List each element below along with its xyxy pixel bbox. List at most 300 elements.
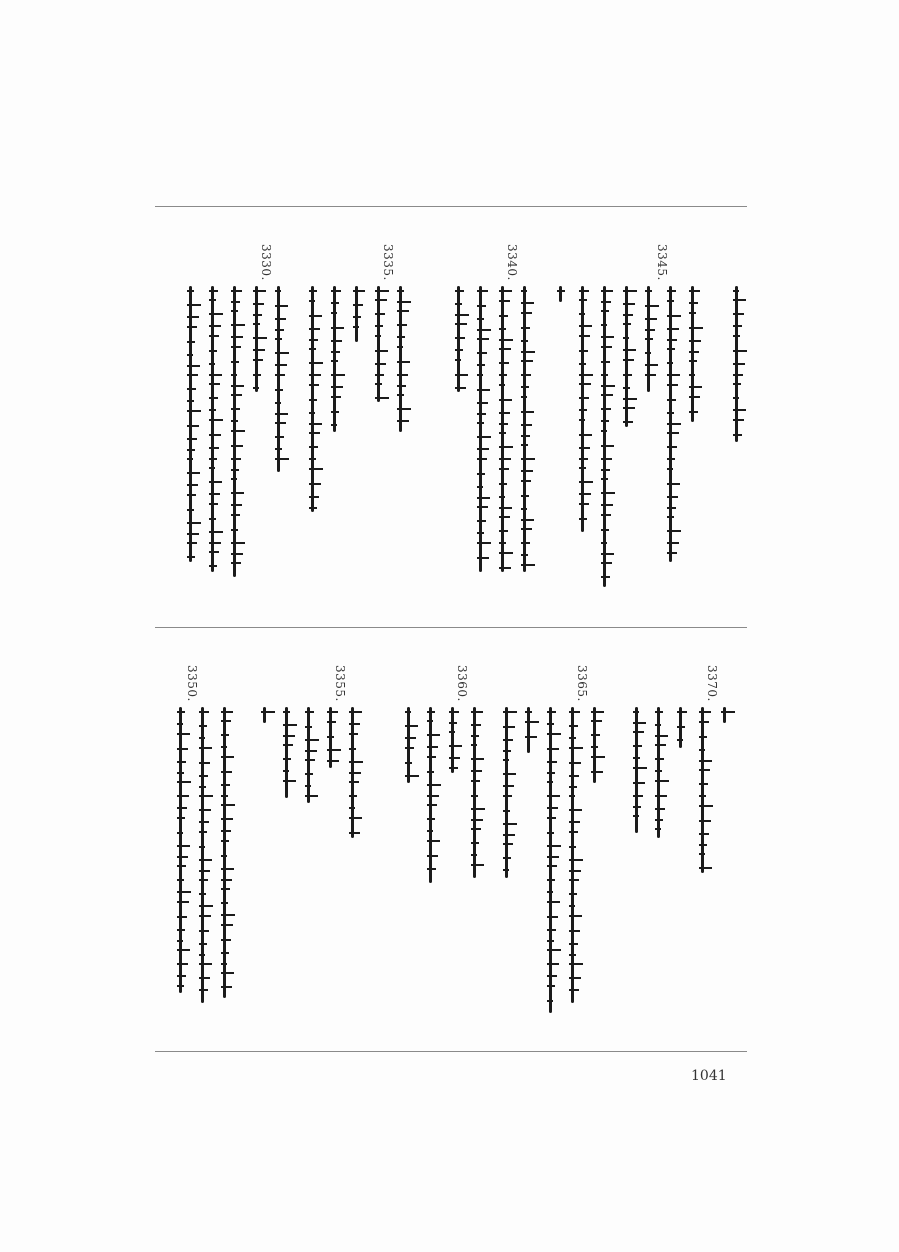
glyph-stroke <box>689 290 700 292</box>
glyph-stroke <box>579 434 592 436</box>
glyph-stroke <box>275 402 281 404</box>
glyph-stroke <box>521 435 530 437</box>
glyph-stroke <box>221 784 230 786</box>
glyph-stroke <box>349 795 357 797</box>
glyph-stroke <box>177 817 185 819</box>
glyph-stroke <box>253 387 259 389</box>
glyph-stroke <box>547 781 553 783</box>
glyph-stroke <box>623 303 635 305</box>
mongolian-text-column <box>633 663 648 833</box>
glyph-stroke <box>199 809 211 811</box>
glyph-stroke <box>569 930 580 932</box>
glyph-stroke <box>275 364 287 366</box>
bottom-divider <box>155 1051 747 1052</box>
glyph-stroke <box>221 746 227 748</box>
glyph-stroke <box>645 318 657 320</box>
glyph-stroke <box>199 846 205 848</box>
glyph-stroke <box>645 364 658 366</box>
mongolian-text-column <box>405 663 420 783</box>
glyph-stroke <box>199 893 206 895</box>
mongolian-text-column <box>667 242 682 562</box>
glyph-stroke <box>309 496 319 498</box>
glyph-stroke <box>455 290 464 292</box>
mongolian-text-column <box>177 663 192 993</box>
glyph-stroke <box>177 916 187 918</box>
glyph-stroke <box>699 833 709 835</box>
glyph-stroke <box>503 711 517 713</box>
glyph-stroke <box>733 335 740 337</box>
glyph-stroke <box>177 733 190 735</box>
glyph-stroke <box>579 313 585 315</box>
glyph-stroke <box>199 725 207 727</box>
glyph-stroke <box>547 879 555 881</box>
lower-verse-block <box>155 663 747 1023</box>
glyph-stroke <box>623 387 630 389</box>
glyph-stroke <box>547 963 559 965</box>
glyph-stroke <box>305 750 317 752</box>
mongolian-text-column <box>349 663 364 838</box>
glyph-stroke <box>187 522 201 524</box>
glyph-stroke <box>327 721 336 723</box>
glyph-stroke <box>187 472 200 474</box>
glyph-stroke <box>331 396 341 398</box>
glyph-stroke <box>455 323 467 325</box>
glyph-stroke <box>331 411 339 413</box>
glyph-stroke <box>221 888 230 890</box>
glyph-stroke <box>177 891 191 893</box>
glyph-stroke <box>471 711 483 713</box>
glyph-stroke <box>547 985 555 987</box>
glyph-stroke <box>209 434 221 436</box>
glyph-stroke <box>231 504 242 506</box>
glyph-stroke <box>199 831 207 833</box>
glyph-stroke <box>199 954 205 956</box>
mongolian-text-column <box>623 242 638 427</box>
glyph-stroke <box>231 385 244 387</box>
glyph-stroke <box>521 519 534 521</box>
glyph-stroke <box>601 310 609 312</box>
glyph-stroke <box>427 771 434 773</box>
glyph-stroke <box>579 409 587 411</box>
glyph-stroke <box>569 989 579 991</box>
glyph-stroke <box>477 473 485 475</box>
glyph-stroke <box>397 290 404 292</box>
glyph-stroke <box>353 290 365 292</box>
glyph-stroke <box>177 985 184 987</box>
glyph-stroke <box>187 556 195 558</box>
glyph-stroke <box>283 711 290 713</box>
glyph-stroke <box>405 747 414 749</box>
glyph-stroke <box>633 782 645 784</box>
glyph-stroke <box>471 795 478 797</box>
glyph-stroke <box>187 410 201 412</box>
mongolian-text-column <box>397 242 412 432</box>
glyph-stroke <box>667 315 681 317</box>
glyph-stroke <box>689 360 697 362</box>
glyph-stroke <box>655 780 669 782</box>
glyph-stroke <box>199 977 210 979</box>
mongolian-text-column <box>353 242 368 342</box>
glyph-stroke <box>477 542 491 544</box>
glyph-stroke <box>503 739 513 741</box>
glyph-stroke <box>221 868 234 870</box>
glyph-stroke <box>427 784 441 786</box>
glyph-stroke <box>569 963 583 965</box>
mongolian-text-column <box>721 663 736 723</box>
glyph-stroke <box>733 313 744 315</box>
glyph-stroke <box>601 408 611 410</box>
glyph-stroke <box>667 362 673 364</box>
glyph-stroke <box>309 483 321 485</box>
glyph-stroke <box>521 554 528 556</box>
glyph-stroke <box>689 327 703 329</box>
glyph-stroke <box>547 795 560 797</box>
glyph-stroke <box>677 739 683 741</box>
glyph-stroke <box>187 542 197 544</box>
upper-verse-block <box>155 242 747 602</box>
glyph-stroke <box>305 711 314 713</box>
glyph-stroke <box>231 469 239 471</box>
glyph-stroke <box>633 815 639 817</box>
glyph-stroke <box>623 374 632 376</box>
glyph-stroke <box>209 299 216 301</box>
glyph-stroke <box>677 711 687 713</box>
glyph-stroke <box>231 562 241 564</box>
glyph-stroke <box>503 773 516 775</box>
glyph-stroke <box>689 396 700 398</box>
glyph-stroke <box>601 492 615 494</box>
glyph-stroke <box>579 493 591 495</box>
glyph-stroke <box>309 412 315 414</box>
mongolian-text-column <box>327 663 342 768</box>
glyph-stroke <box>327 711 338 713</box>
glyph-stroke <box>591 746 598 748</box>
glyph-stroke <box>547 856 559 858</box>
glyph-stroke <box>221 734 229 736</box>
glyph-stroke <box>499 458 511 460</box>
line-number: 3355. <box>333 665 347 702</box>
glyph-stroke <box>569 821 580 823</box>
glyph-stroke <box>177 795 189 797</box>
glyph-stroke <box>645 329 655 331</box>
glyph-stroke <box>601 324 607 326</box>
mongolian-text-column <box>283 663 298 798</box>
glyph-stroke <box>689 411 698 413</box>
glyph-stroke <box>521 340 528 342</box>
glyph-stroke <box>569 915 582 917</box>
glyph-stroke <box>375 325 383 327</box>
mongolian-text-column <box>499 242 514 572</box>
glyph-stroke <box>569 831 578 833</box>
glyph-stroke <box>579 363 586 365</box>
glyph-stroke <box>231 492 244 494</box>
glyph-stroke <box>275 436 284 438</box>
glyph-stroke <box>427 840 440 842</box>
glyph-stroke <box>283 724 297 726</box>
glyph-stroke <box>667 423 681 425</box>
glyph-stroke <box>601 394 613 396</box>
glyph-stroke <box>521 360 533 362</box>
glyph-stroke <box>309 315 322 317</box>
glyph-stroke <box>667 483 680 485</box>
page-number: 1041 <box>691 1068 727 1084</box>
glyph-stroke <box>187 290 194 292</box>
glyph-stroke <box>199 775 208 777</box>
mongolian-text-column <box>689 242 704 422</box>
glyph-stroke <box>275 422 286 424</box>
glyph-stroke <box>591 720 602 722</box>
glyph-stroke <box>187 365 200 367</box>
glyph-stroke <box>547 711 556 713</box>
glyph-stroke <box>231 420 238 422</box>
glyph-stroke <box>579 419 585 421</box>
glyph-stroke <box>427 868 436 870</box>
glyph-stroke <box>405 725 418 727</box>
glyph-stroke <box>569 879 579 881</box>
glyph-stroke <box>253 359 263 361</box>
glyph-stroke <box>499 432 506 434</box>
glyph-stroke <box>499 412 510 414</box>
glyph-stroke <box>187 354 193 356</box>
glyph-stroke <box>623 398 637 400</box>
glyph-stroke <box>623 349 636 351</box>
glyph-stroke <box>521 351 535 353</box>
glyph-stroke <box>231 394 242 396</box>
glyph-stroke <box>209 374 222 376</box>
glyph-stroke <box>177 975 186 977</box>
glyph-stroke <box>591 771 603 773</box>
glyph-stroke <box>601 336 614 338</box>
glyph-stroke <box>699 749 705 751</box>
glyph-stroke <box>309 423 322 425</box>
glyph-stroke <box>601 430 607 432</box>
glyph-stroke <box>601 562 612 564</box>
glyph-stroke <box>499 446 513 448</box>
glyph-stroke <box>547 845 561 847</box>
glyph-stroke <box>499 384 505 386</box>
glyph-stroke <box>253 314 262 316</box>
glyph-stroke <box>699 736 707 738</box>
mongolian-text-column <box>309 242 324 512</box>
glyph-stroke <box>221 879 232 881</box>
glyph-stroke <box>499 542 506 544</box>
glyph-stroke <box>221 804 235 806</box>
mongolian-text-column <box>221 663 236 998</box>
glyph-stroke <box>187 438 197 440</box>
glyph-stroke <box>601 478 608 480</box>
glyph-stroke <box>579 299 587 301</box>
glyph-stroke <box>569 809 582 811</box>
glyph-stroke <box>601 514 611 516</box>
glyph-stroke <box>547 772 555 774</box>
glyph-stroke <box>579 374 593 376</box>
mongolian-text-column <box>199 663 214 1003</box>
glyph-stroke <box>427 734 440 736</box>
glyph-stroke <box>283 744 293 746</box>
glyph-stroke <box>601 529 609 531</box>
glyph-stroke <box>427 855 438 857</box>
glyph-stroke <box>309 432 320 434</box>
glyph-stroke <box>231 458 241 460</box>
glyph-stroke <box>667 399 676 401</box>
glyph-stroke <box>655 744 666 746</box>
glyph-stroke <box>499 362 509 364</box>
glyph-stroke <box>449 731 455 733</box>
glyph-stroke <box>521 458 535 460</box>
glyph-stroke <box>231 529 238 531</box>
glyph-stroke <box>275 338 282 340</box>
glyph-stroke <box>261 711 275 713</box>
glyph-stroke <box>667 507 676 509</box>
glyph-stroke <box>471 724 481 726</box>
glyph-stroke <box>187 341 195 343</box>
glyph-stroke <box>591 734 600 736</box>
glyph-stroke <box>331 386 343 388</box>
glyph-stroke <box>199 786 206 788</box>
glyph-stroke <box>477 422 484 424</box>
glyph-stroke <box>521 374 531 376</box>
glyph-stroke <box>623 407 635 409</box>
glyph-stroke <box>209 383 220 385</box>
glyph-stroke <box>503 726 515 728</box>
glyph-stroke <box>733 363 745 365</box>
glyph-stroke <box>455 374 468 376</box>
glyph-stroke <box>503 750 511 752</box>
glyph-stroke <box>667 300 674 302</box>
line-number: 3365. <box>575 665 589 702</box>
glyph-stroke <box>733 374 743 376</box>
glyph-stroke <box>209 335 219 337</box>
glyph-stroke <box>221 902 228 904</box>
glyph-stroke <box>177 963 188 965</box>
glyph-stroke <box>547 832 554 834</box>
glyph-stroke <box>349 807 355 809</box>
glyph-stroke <box>397 394 404 396</box>
glyph-stroke <box>199 870 210 872</box>
glyph-stroke <box>655 724 661 726</box>
glyph-stroke <box>689 302 698 304</box>
glyph-stroke <box>499 339 513 341</box>
glyph-stroke <box>375 335 381 337</box>
glyph-stroke <box>283 770 289 772</box>
glyph-stroke <box>375 350 388 352</box>
glyph-stroke <box>601 542 607 544</box>
glyph-stroke <box>547 901 560 903</box>
glyph-stroke <box>309 300 315 302</box>
glyph-stroke <box>499 328 506 330</box>
glyph-stroke <box>275 305 288 307</box>
glyph-stroke <box>579 447 590 449</box>
glyph-stroke <box>353 304 363 306</box>
glyph-stroke <box>187 304 201 306</box>
mongolian-text-column <box>521 242 536 572</box>
glyph-stroke <box>209 503 218 505</box>
glyph-stroke <box>349 772 361 774</box>
glyph-stroke <box>569 870 581 872</box>
glyph-stroke <box>477 520 486 522</box>
glyph-stroke <box>503 759 509 761</box>
glyph-stroke <box>187 509 194 511</box>
glyph-stroke <box>221 795 228 797</box>
glyph-stroke <box>209 397 218 399</box>
glyph-stroke <box>655 770 662 772</box>
glyph-stroke <box>221 939 231 941</box>
glyph-stroke <box>689 374 695 376</box>
glyph-stroke <box>177 845 190 847</box>
glyph-stroke <box>275 389 283 391</box>
glyph-stroke <box>231 445 243 447</box>
glyph-stroke <box>397 336 405 338</box>
glyph-stroke <box>209 518 216 520</box>
glyph-stroke <box>499 530 508 532</box>
glyph-stroke <box>547 748 559 750</box>
glyph-stroke <box>503 823 517 825</box>
glyph-stroke <box>275 352 289 354</box>
mongolian-text-column <box>275 242 290 472</box>
glyph-stroke <box>231 346 241 348</box>
glyph-stroke <box>633 757 640 759</box>
glyph-stroke <box>199 963 212 965</box>
glyph-stroke <box>477 532 484 534</box>
glyph-stroke <box>477 413 486 415</box>
glyph-stroke <box>477 329 491 331</box>
glyph-stroke <box>521 564 535 566</box>
glyph-stroke <box>689 312 696 314</box>
glyph-stroke <box>503 843 513 845</box>
glyph-stroke <box>477 318 484 320</box>
glyph-stroke <box>231 336 243 338</box>
glyph-stroke <box>579 325 592 327</box>
glyph-stroke <box>275 318 286 320</box>
glyph-stroke <box>579 518 587 520</box>
glyph-stroke <box>547 949 561 951</box>
glyph-stroke <box>427 711 435 713</box>
glyph-stroke <box>569 711 580 713</box>
glyph-stroke <box>187 494 196 496</box>
glyph-stroke <box>471 744 477 746</box>
glyph-stroke <box>699 844 707 846</box>
glyph-stroke <box>231 553 243 555</box>
glyph-stroke <box>569 905 575 907</box>
glyph-stroke <box>349 817 362 819</box>
glyph-stroke <box>231 374 237 376</box>
glyph-stroke <box>221 972 234 974</box>
glyph-stroke <box>667 328 679 330</box>
glyph-stroke <box>733 350 747 352</box>
mongolian-text-column <box>503 663 518 878</box>
glyph-stroke <box>253 374 261 376</box>
glyph-stroke <box>569 954 576 956</box>
glyph-stroke <box>231 310 238 312</box>
glyph-stroke <box>601 469 610 471</box>
mongolian-text-column <box>699 663 714 873</box>
glyph-stroke <box>177 781 191 783</box>
glyph-stroke <box>349 761 363 763</box>
glyph-stroke <box>525 721 539 723</box>
glyph-stroke <box>309 339 318 341</box>
glyph-stroke <box>601 301 611 303</box>
glyph-stroke <box>199 821 209 823</box>
glyph-stroke <box>477 338 489 340</box>
glyph-stroke <box>327 760 339 762</box>
glyph-stroke <box>209 313 223 315</box>
glyph-stroke <box>521 508 527 510</box>
glyph-stroke <box>209 350 217 352</box>
glyph-stroke <box>579 290 589 292</box>
glyph-stroke <box>471 842 479 844</box>
glyph-stroke <box>221 818 233 820</box>
glyph-stroke <box>305 795 318 797</box>
